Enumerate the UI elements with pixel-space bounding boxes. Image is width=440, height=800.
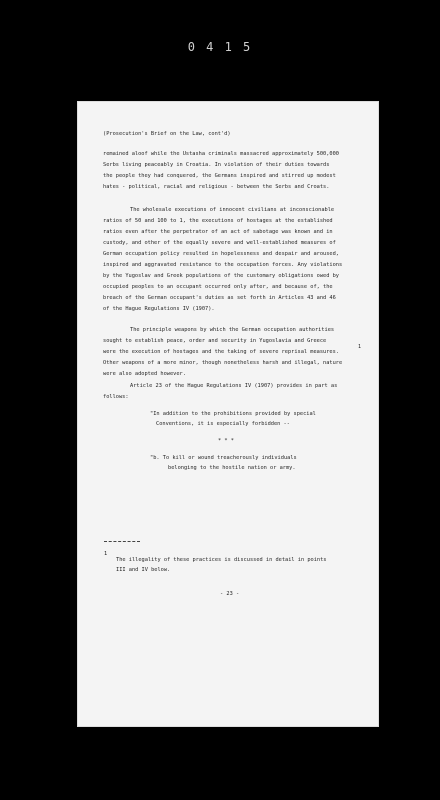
text-line: follows:: [103, 394, 129, 400]
text-line: of the Hague Regulations IV (1907).: [103, 306, 215, 312]
text-line: "b. To kill or wound treacherously individuals: [150, 455, 297, 461]
footnote-divider: [104, 541, 140, 542]
text-line: inspired and aggravated resistance to the occupation forces. Any violations: [103, 262, 343, 268]
text-line: German occupation policy resulted in hopelessness and despair and aroused,: [103, 251, 339, 257]
text-line: ratios even after the perpetrator of an act of sabotage was known and in: [103, 229, 333, 235]
text-line: occupied peoples to an occupant occurred only after, and because of, the: [103, 284, 333, 290]
text-line: Serbs living peaceably in Croatia. In violation of their duties towards: [103, 162, 330, 168]
continuation-header: (Prosecution's Brief on the Law, cont'd): [103, 131, 231, 137]
frame-number: 0 4 1 5: [187, 40, 253, 54]
text-line: were also adopted however.: [103, 371, 186, 377]
text-line: belonging to the hostile nation or army.: [168, 465, 296, 471]
page-number: - 23 -: [220, 591, 240, 597]
text-line: breach of the German occupant's duties as set forth in Articles 43 and 46: [103, 295, 336, 301]
text-line: The principle weapons by which the German occupation authorities: [130, 327, 335, 333]
text-line: Conventions, it is especially forbidden --: [156, 421, 290, 427]
text-line: the people they had conquered, the Germans inspired and stirred up modest: [103, 173, 336, 179]
text-line: custody, and other of the equally severe and well-established measures of: [103, 240, 336, 246]
text-line: remained aloof while the Ustasha criminals massacred approximately 500,000: [103, 151, 339, 157]
text-line: The illegality of these practices is discussed in detail in points: [116, 557, 327, 563]
text-line: "In addition to the prohibitions provided by special: [150, 411, 316, 417]
text-line: The wholesale executions of innocent civilians at inconscionable: [130, 207, 335, 213]
text-line: were the execution of hostages and the taking of severe reprisal measures.: [103, 349, 339, 355]
text-line: Other weapons of a more minor, though nonetheless harsh and illegal, nature: [103, 360, 343, 366]
text-line: ratios of 50 and 100 to 1, the executions of hostages at the established: [103, 218, 333, 224]
ellipsis: * * *: [218, 438, 234, 444]
footnote-reference: 1: [358, 344, 362, 350]
text-line: hates - political, racial and religious - between the Serbs and Croats.: [103, 184, 330, 190]
footnote-number: 1: [104, 551, 108, 557]
text-line: sought to establish peace, order and security in Yugoslavia and Greece: [103, 338, 327, 344]
text-line: Article 23 of the Hague Regulations IV (1907) provides in part as: [130, 383, 338, 389]
text-line: III and IV below.: [116, 567, 171, 573]
text-line: by the Yugoslav and Greek populations of the customary obligations owed by: [103, 273, 339, 279]
document-page: [78, 102, 378, 726]
